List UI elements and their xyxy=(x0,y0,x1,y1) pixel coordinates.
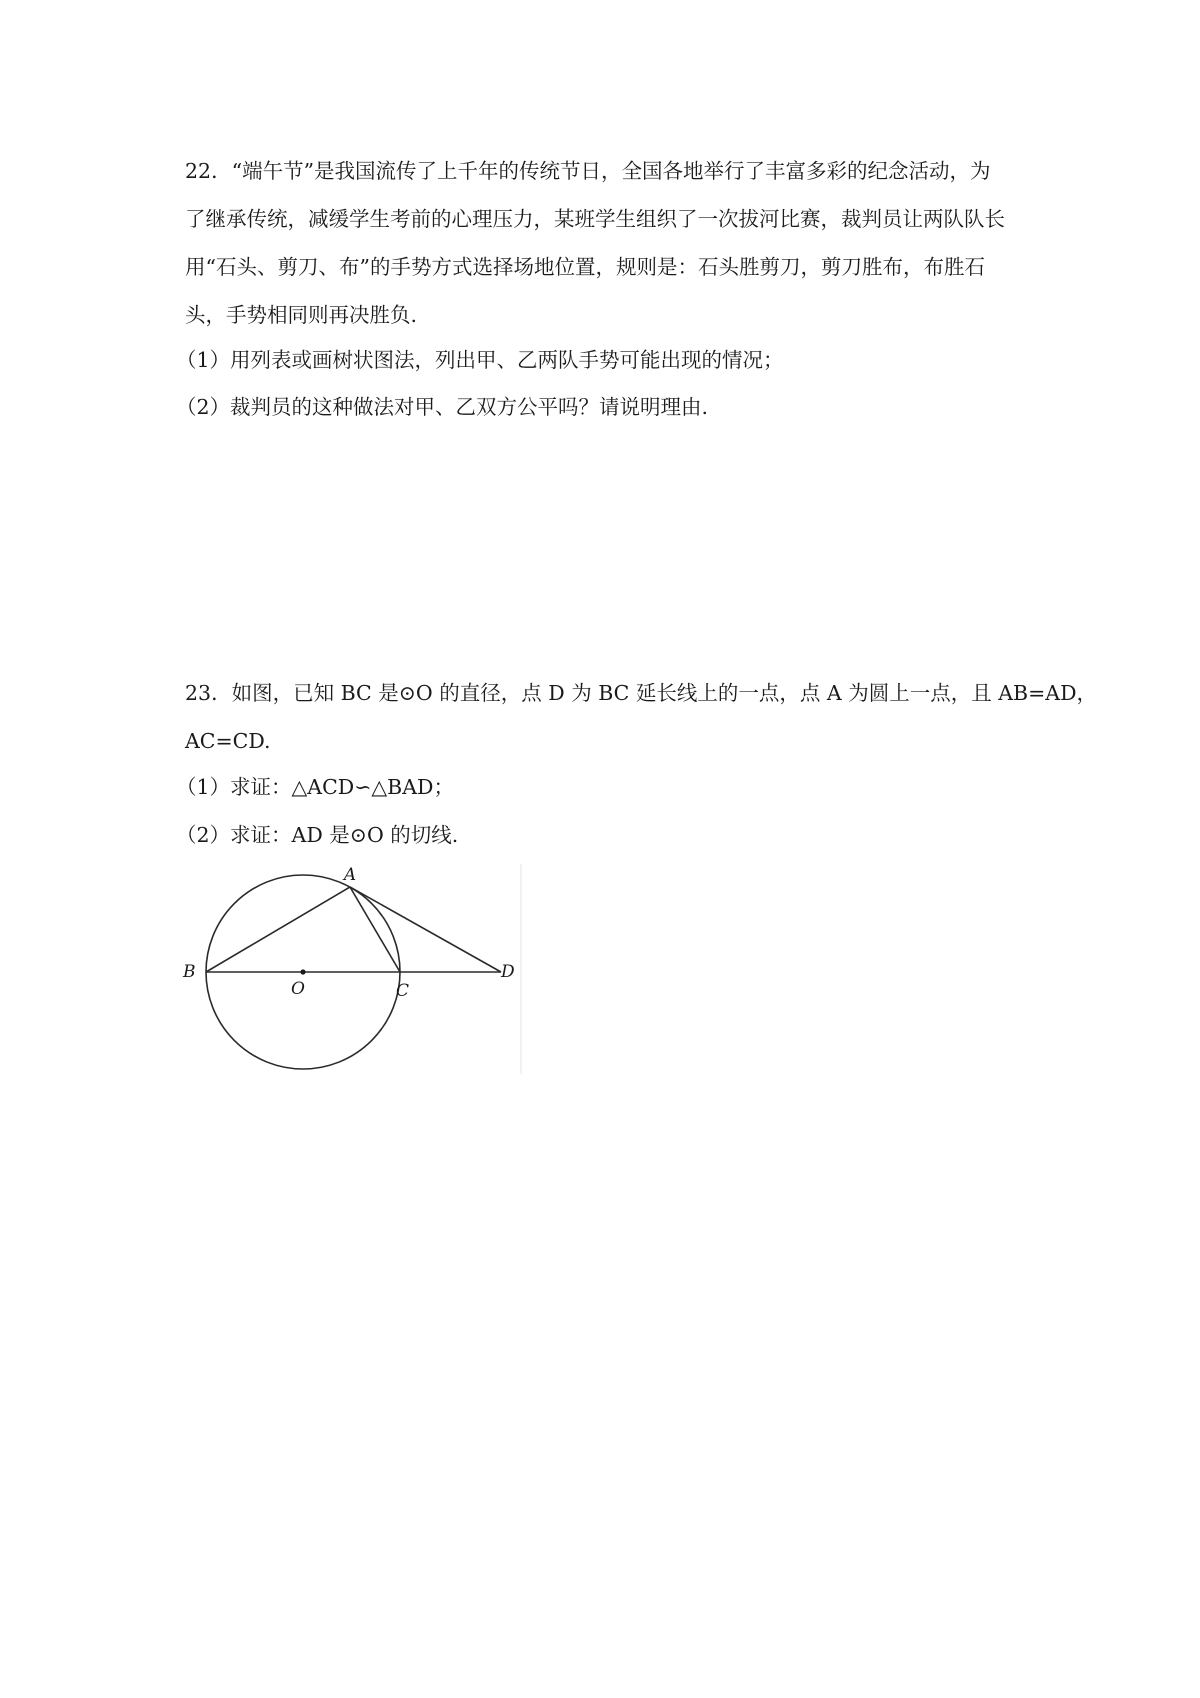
segment-ac xyxy=(350,887,400,972)
q23-text-line-2: AC=CD. xyxy=(185,729,271,753)
label-b: B xyxy=(183,962,196,982)
q22-subquestion-2: （2）裁判员的这种做法对甲、乙双方公平吗？请说明理由. xyxy=(176,395,709,419)
circle-tangent-diagram xyxy=(178,862,523,1077)
q23-text-line-1: 23．如图，已知 BC 是⊙O 的直径，点 D 为 BC 延长线上的一点，点 A 为圆上一点，且 AB=AD， xyxy=(185,681,1098,705)
segment-ad xyxy=(350,887,501,972)
q22-text-line-1: 22．“端午节”是我国流传了上千年的传统节日，全国各地举行了丰富多彩的纪念活动，为 xyxy=(185,159,991,183)
q22-text-line-3: 用“石头、剪刀、布”的手势方式选择场地位置，规则是：石头胜剪刀，剪刀胜布，布胜石 xyxy=(185,255,985,279)
geometry-figure xyxy=(178,862,523,1077)
q23-subquestion-2: （2）求证：AD 是⊙O 的切线. xyxy=(176,823,459,847)
label-a: A xyxy=(343,865,357,885)
label-c: C xyxy=(396,981,410,1001)
q22-text-line-2: 了继承传统，减缓学生考前的心理压力，某班学生组织了一次拔河比赛，裁判员让两队队长 xyxy=(185,207,1005,231)
q22-text-line-4: 头，手势相同则再决胜负. xyxy=(185,303,418,327)
q23-subquestion-1: （1）求证：△ACD∽△BAD； xyxy=(176,775,454,799)
segment-ab xyxy=(206,887,350,972)
center-point-o xyxy=(300,969,305,974)
label-d: D xyxy=(501,962,515,982)
q22-subquestion-1: （1）用列表或画树状图法，列出甲、乙两队手势可能出现的情况； xyxy=(176,348,784,372)
label-o: O xyxy=(291,979,305,999)
